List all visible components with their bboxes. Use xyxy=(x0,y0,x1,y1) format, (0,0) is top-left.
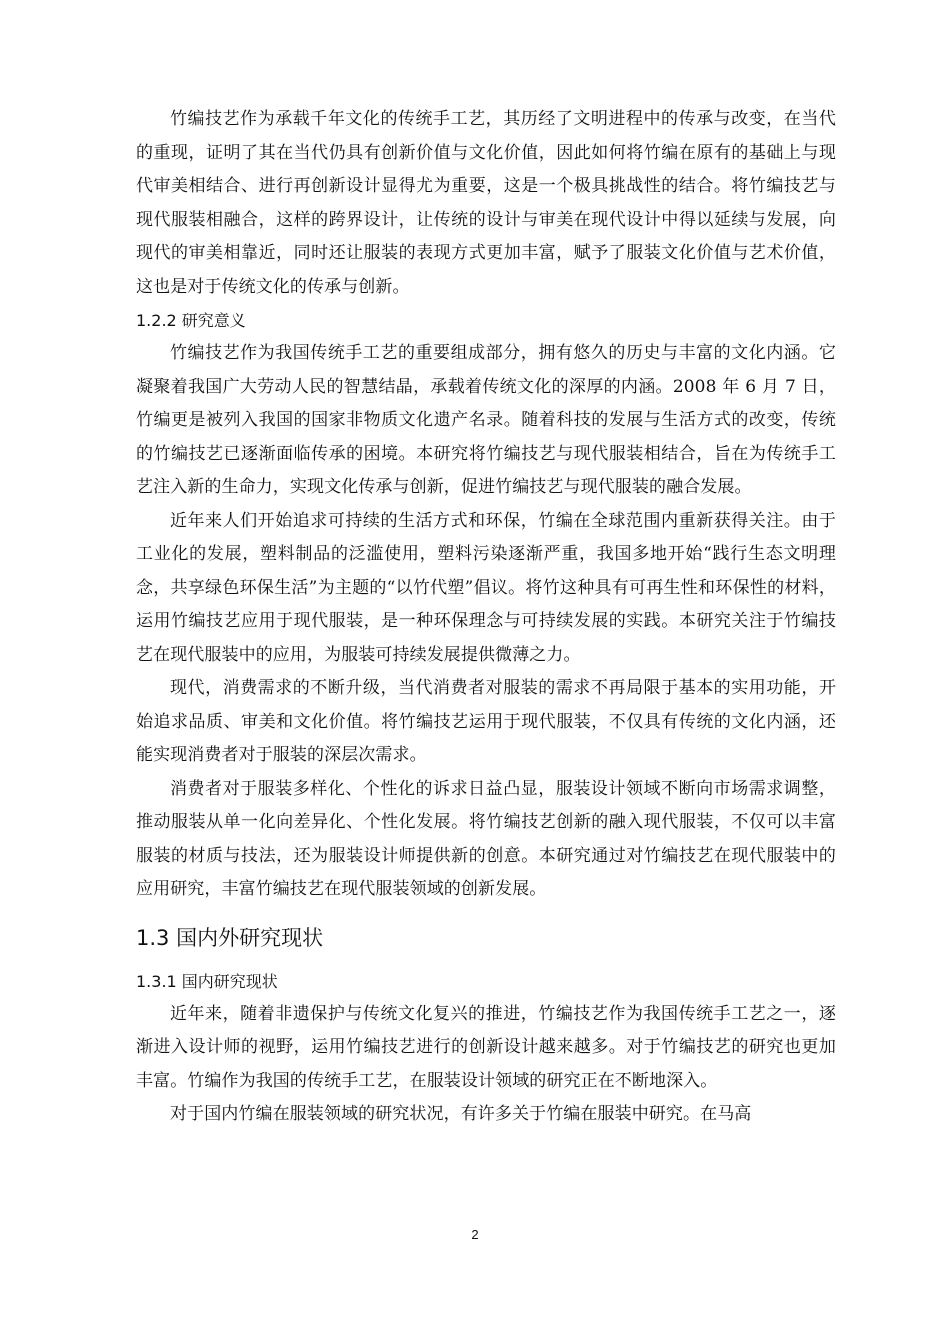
page-body xyxy=(136,103,836,1132)
body-paragraph: 竹编技艺作为承载千年文化的传统手工艺，其历经了文明进程中的传承与改变，在当代的重现，证明了其在当代仍具有创新价值与文化价值，因此如何将竹编在原有的基础上与现代审美相结合、进行再创新设计显得尤为重要，这是一个极具挑战性的结合。将竹编技艺与现代服装相融合，这样的跨界设计，让传统的设计与审美在现代设计中得以延续与发展，向现代的审美相靠近，同时还让服装的表现方式更加丰富，赋予了服装文化价值与艺术价值，这也是对于传统文化的传承与创新。 xyxy=(136,109,836,297)
page-number: 2 xyxy=(471,1227,479,1242)
body-paragraph: 竹编技艺作为我国传统手工艺的重要组成部分，拥有悠久的历史与丰富的文化内涵。它凝聚着我国广大劳动人民的智慧结晶，承载着传统文化的深厚的内涵。2008 年 6 月 7 日，竹编更是被列入我国的国家非物质文化遗产名录。随着科技的发展与生活方式的改变，传统的竹编技艺已逐渐面临传承的困境。本研究将竹编技艺与现代服装相结合，旨在为传统手工艺注入新的生命力，实现文化传承与创新，促进竹编技艺与现代服装的融合发展。 xyxy=(136,343,836,497)
body-paragraph: 对于国内竹编在服装领域的研究状况，有许多关于竹编在服装中研究。在马高 xyxy=(170,1104,752,1124)
section-heading-1-2-2: 1.2.2 研究意义 xyxy=(136,311,246,330)
body-paragraph: 近年来，随着非遗保护与传统文化复兴的推进，竹编技艺作为我国传统手工艺之一，逐渐进入设计师的视野，运用竹编技艺进行的创新设计越来越多。对于竹编技艺的研究也更加丰富。竹编作为我国的传统手工艺，在服装设计领域的研究正在不断地深入。 xyxy=(136,1003,836,1091)
body-paragraph: 现代，消费需求的不断升级，当代消费者对服装的需求不再局限于基本的实用功能，开始追求品质、审美和文化价值。将竹编技艺运用于现代服装，不仅具有传统的文化内涵，还能实现消费者对于服装的深层次需求。 xyxy=(136,678,836,765)
section-heading-1-3-1: 1.3.1 国内研究现状 xyxy=(136,971,278,991)
section-heading-1-3: 1.3 国内外研究现状 xyxy=(136,925,324,950)
body-paragraph: 消费者对于服装多样化、个性化的诉求日益凸显，服装设计领域不断向市场需求调整，推动服装从单一化向差异化、个性化发展。将竹编技艺创新的融入现代服装，不仅可以丰富服装的材质与技法，还为服装设计师提供新的创意。本研究通过对竹编技艺在现代服装中的应用研究，丰富竹编技艺在现代服装领域的创新发展。 xyxy=(136,778,836,899)
body-paragraph: 近年来人们开始追求可持续的生活方式和环保，竹编在全球范围内重新获得关注。由于工业化的发展，塑料制品的泛滥使用，塑料污染逐渐严重，我国多地开始“践行生态文明理念，共享绿色环保生活”为主题的“以竹代塑”倡议。将竹这种具有可再生性和环保性的材料，运用竹编技艺应用于现代服装，是一种环保理念与可持续发展的实践。本研究关注于竹编技艺在现代服装中的应用，为服装可持续发展提供微薄之力。 xyxy=(136,510,836,665)
